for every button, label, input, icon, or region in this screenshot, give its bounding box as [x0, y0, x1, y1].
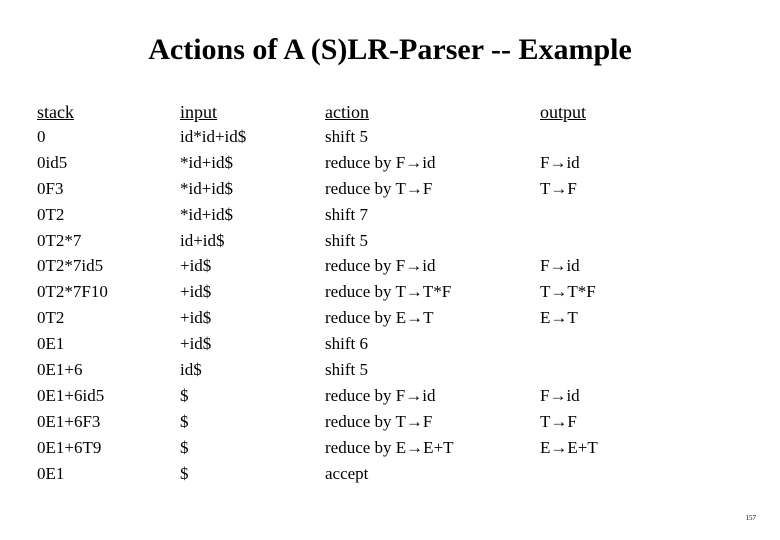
header-input: input [180, 102, 218, 122]
input-cell: +id$ [180, 334, 212, 354]
output-cell: F→id [540, 385, 580, 405]
table-row [0, 331, 780, 357]
output-cell: T→T*F [540, 282, 596, 302]
stack-cell: 0E1+6F3 [37, 411, 101, 431]
stack-cell: 0E1+6 [37, 360, 83, 380]
stack-cell: 0T2 [37, 204, 65, 224]
table-row [0, 461, 780, 487]
output-cell: F→id [540, 256, 580, 276]
stack-cell: 0E1+6id5 [37, 385, 105, 405]
action-cell: shift 5 [325, 360, 368, 380]
table-row [0, 305, 780, 331]
input-cell: +id$ [180, 308, 212, 328]
action-cell: reduce by T→F [325, 178, 433, 198]
table-row [0, 176, 780, 202]
input-cell: $ [180, 463, 189, 483]
action-cell: shift 7 [325, 204, 368, 224]
stack-cell: 0T2 [37, 308, 65, 328]
input-cell: $ [180, 411, 189, 431]
action-cell: reduce by T→T*F [325, 282, 452, 302]
slide-title: Actions of A (S)LR-Parser -- Example [148, 33, 632, 66]
table-row [0, 228, 780, 254]
input-cell: $ [180, 437, 189, 457]
action-cell: reduce by E→T [325, 308, 434, 328]
output-cell: T→F [540, 411, 577, 431]
stack-cell: 0T2*7 [37, 230, 82, 250]
input-cell: id+id$ [180, 230, 225, 250]
action-cell: reduce by F→id [325, 385, 436, 405]
output-cell: T→F [540, 178, 577, 198]
table-row [0, 253, 780, 279]
input-cell: *id+id$ [180, 178, 234, 198]
table-row [0, 279, 780, 305]
output-cell: E→E+T [540, 437, 598, 457]
input-cell: +id$ [180, 256, 212, 276]
action-cell: accept [325, 463, 369, 483]
input-cell: *id+id$ [180, 152, 234, 172]
table-header [0, 100, 780, 126]
action-cell: shift 5 [325, 230, 368, 250]
action-cell: reduce by F→id [325, 152, 436, 172]
action-cell: reduce by F→id [325, 256, 436, 276]
table-row [0, 202, 780, 228]
stack-cell: 0id5 [37, 152, 68, 172]
header-stack: stack [37, 102, 74, 122]
stack-cell: 0F3 [37, 178, 64, 198]
table-row [0, 357, 780, 383]
action-cell: shift 6 [325, 334, 368, 354]
table-row [0, 435, 780, 461]
stack-cell: 0T2*7id5 [37, 256, 104, 276]
table-row [0, 150, 780, 176]
input-cell: $ [180, 385, 189, 405]
page-number: 157 [745, 514, 756, 522]
action-cell: shift 5 [325, 127, 368, 146]
input-cell: *id+id$ [180, 204, 234, 224]
input-cell: id*id+id$ [180, 127, 247, 146]
parse-trace-table [0, 124, 780, 486]
input-cell: +id$ [180, 282, 212, 302]
output-cell: E→T [540, 308, 578, 328]
table-row [0, 124, 780, 150]
stack-cell: 0T2*7F10 [37, 282, 108, 302]
action-cell: reduce by T→F [325, 411, 433, 431]
stack-cell: 0E1 [37, 463, 65, 483]
stack-cell: 0E1 [37, 334, 65, 354]
stack-cell: 0 [37, 127, 46, 146]
header-output: output [540, 102, 587, 122]
action-cell: reduce by E→E+T [325, 437, 454, 457]
header-action: action [325, 102, 369, 122]
table-row [0, 409, 780, 435]
stack-cell: 0E1+6T9 [37, 437, 102, 457]
input-cell: id$ [180, 360, 202, 380]
output-cell: F→id [540, 152, 580, 172]
table-row [0, 383, 780, 409]
